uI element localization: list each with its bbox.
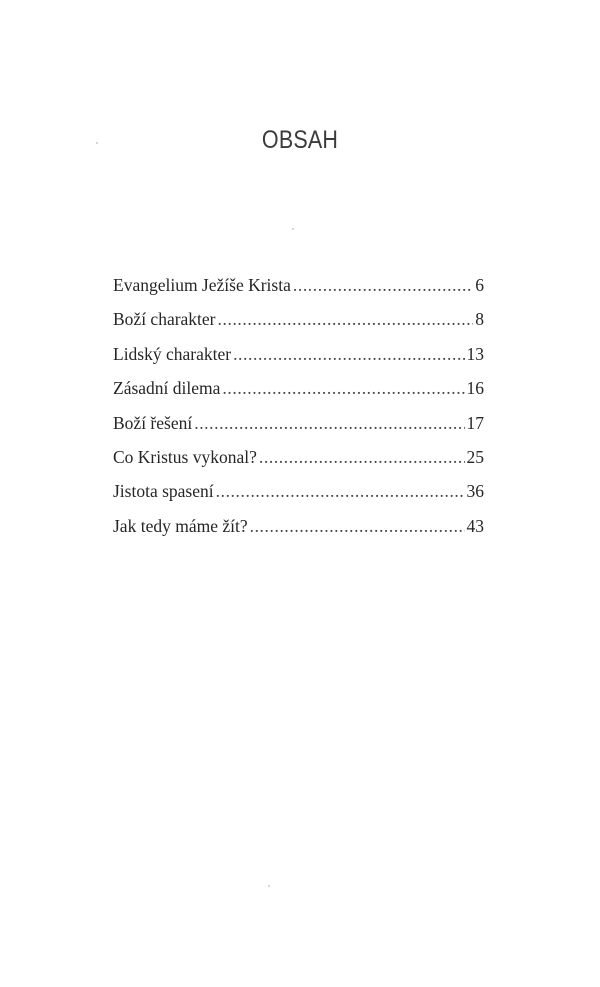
toc-entry-title: Jistota spasení: [113, 481, 214, 502]
table-of-contents: [113, 268, 484, 543]
toc-page-number: 43: [466, 515, 484, 536]
toc-entry-title: Zásadní dilema: [113, 378, 221, 399]
toc-entry: [113, 268, 484, 302]
toc-leader-dots: [218, 302, 474, 336]
toc-entry: [113, 371, 484, 405]
toc-page-number: 6: [475, 275, 484, 295]
toc-entry: [113, 337, 484, 371]
toc-entry: [113, 509, 484, 543]
toc-leader-dots: [259, 440, 465, 474]
toc-entry-title: Co Kristus vykonal?: [113, 446, 257, 467]
toc-entry: [113, 440, 484, 474]
toc-leader-dots: [194, 406, 464, 440]
toc-page-number: 8: [475, 309, 484, 330]
toc-leader-dots: [233, 337, 464, 371]
toc-entry-title: Lidský charakter: [113, 343, 232, 364]
toc-entry: [113, 302, 484, 336]
toc-entry: [113, 406, 484, 440]
toc-entry: [113, 474, 484, 508]
toc-entry-title: Boží řešení: [113, 412, 193, 433]
toc-leader-dots: [293, 268, 473, 302]
toc-entry-title: Boží charakter: [113, 309, 216, 330]
toc-entry-title: Jak tedy máme žít?: [113, 515, 248, 536]
toc-page-number: 13: [466, 343, 484, 364]
toc-page-number: 25: [466, 446, 484, 467]
toc-leader-dots: [250, 509, 465, 543]
page-title: OBSAH: [261, 126, 339, 154]
toc-leader-dots: [216, 474, 465, 508]
toc-leader-dots: [222, 371, 464, 405]
toc-page-number: 36: [466, 481, 484, 502]
paper-speck: [292, 228, 294, 230]
toc-entry-title: Evangelium Ježíše Krista: [113, 275, 291, 295]
toc-page-number: 17: [466, 412, 484, 433]
paper-speck: [268, 885, 270, 887]
toc-page-number: 16: [466, 378, 484, 399]
